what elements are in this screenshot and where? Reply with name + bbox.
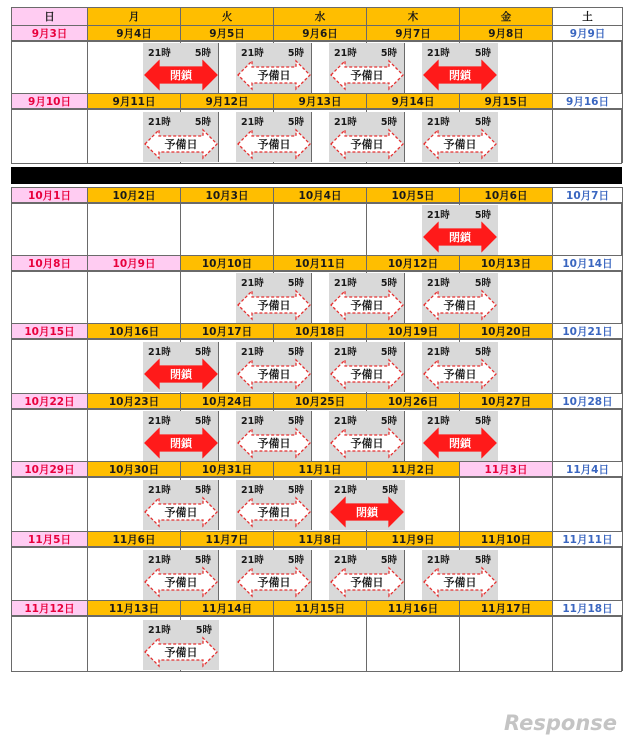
- reserve-day-block: [143, 480, 219, 530]
- date-cell: 10月3日: [180, 187, 274, 204]
- start-time-label: 21時: [148, 117, 171, 128]
- day-body-cell: [12, 271, 88, 323]
- reserve-day-block: [422, 112, 498, 162]
- date-cell: 9月8日: [459, 25, 553, 42]
- closure-label: 閉鎖: [356, 506, 378, 519]
- reserve-day-label: 予備日: [350, 576, 384, 589]
- start-time-label: 21時: [241, 48, 264, 59]
- reserve-day-label: 予備日: [350, 138, 384, 151]
- date-cell: 10月20日: [459, 323, 553, 340]
- end-time-label: 5時: [194, 347, 211, 358]
- date-row: [11, 600, 622, 615]
- reserve-day-block: [329, 112, 405, 162]
- day-body-cell: [88, 271, 181, 323]
- start-time-label: 21時: [148, 485, 171, 496]
- closure-label: 閉鎖: [449, 437, 471, 450]
- reserve-day-block: [143, 620, 219, 670]
- reserve-day-label: 予備日: [164, 138, 198, 151]
- end-time-label: 5時: [287, 555, 304, 566]
- date-cell: 9月7日: [366, 25, 460, 42]
- end-time-label: 5時: [380, 48, 397, 59]
- reserve-day-block: [422, 550, 498, 600]
- weekday-header-2: 火: [180, 7, 274, 26]
- date-cell: 9月16日: [552, 93, 623, 110]
- day-body-cell: [553, 409, 623, 461]
- day-body-cell: [553, 109, 623, 163]
- date-cell: 11月16日: [366, 600, 460, 617]
- date-cell: 10月30日: [87, 461, 181, 478]
- reserve-day-block: [329, 411, 405, 461]
- reserve-day-block: [329, 273, 405, 323]
- date-row: [11, 393, 622, 408]
- reserve-day-label: 予備日: [350, 69, 384, 82]
- date-cell: 10月29日: [11, 461, 88, 478]
- date-cell: 11月10日: [459, 531, 553, 548]
- date-cell: 10月11日: [273, 255, 367, 272]
- week-body-row: [11, 408, 622, 462]
- week-body-row: [11, 40, 622, 94]
- closure-label: 閉鎖: [449, 231, 471, 244]
- reserve-day-block: [236, 43, 312, 93]
- start-time-label: 21時: [148, 416, 171, 427]
- date-cell: 10月21日: [552, 323, 623, 340]
- date-cell: 10月23日: [87, 393, 181, 410]
- weekday-header-0: 日: [11, 7, 88, 26]
- end-time-label: 5時: [380, 416, 397, 427]
- date-cell: 9月13日: [273, 93, 367, 110]
- date-cell: 10月1日: [11, 187, 88, 204]
- date-cell: 10月16日: [87, 323, 181, 340]
- day-body-cell: [12, 203, 88, 255]
- reserve-day-label: 予備日: [257, 437, 291, 450]
- end-time-label: 5時: [380, 117, 397, 128]
- closure-label: 閉鎖: [170, 69, 192, 82]
- day-body-cell: [553, 547, 623, 600]
- closure-label: 閉鎖: [170, 437, 192, 450]
- start-time-label: 21時: [427, 278, 450, 289]
- start-time-label: 21時: [427, 210, 450, 221]
- week-body-row: [11, 108, 622, 164]
- response-logo: Response: [504, 711, 618, 735]
- end-time-label: 5時: [474, 347, 491, 358]
- date-cell: 10月6日: [459, 187, 553, 204]
- date-cell: 10月22日: [11, 393, 88, 410]
- start-time-label: 21時: [241, 555, 264, 566]
- date-cell: 9月6日: [273, 25, 367, 42]
- date-cell: 10月28日: [552, 393, 623, 410]
- date-cell: 11月4日: [552, 461, 623, 478]
- date-row: [11, 461, 622, 476]
- start-time-label: 21時: [427, 117, 450, 128]
- day-body-cell: [12, 409, 88, 461]
- end-time-label: 5時: [287, 347, 304, 358]
- date-cell: 10月7日: [552, 187, 623, 204]
- date-cell: 11月5日: [11, 531, 88, 548]
- start-time-label: 21時: [148, 48, 171, 59]
- day-body-cell: [12, 339, 88, 393]
- end-time-label: 5時: [474, 210, 491, 221]
- reserve-day-label: 予備日: [443, 368, 477, 381]
- reserve-day-block: [236, 112, 312, 162]
- date-cell: 11月9日: [366, 531, 460, 548]
- weeks-container: [11, 25, 622, 672]
- end-time-label: 5時: [194, 555, 211, 566]
- date-cell: 9月15日: [459, 93, 553, 110]
- reserve-day-label: 予備日: [443, 299, 477, 312]
- date-cell: 10月26日: [366, 393, 460, 410]
- weekday-header-5: 金: [459, 7, 553, 26]
- reserve-day-label: 予備日: [350, 299, 384, 312]
- week-body-row: [11, 270, 622, 324]
- day-body-cell: [553, 616, 623, 671]
- closure-block: [422, 411, 498, 461]
- day-body-cell: [367, 616, 460, 671]
- reserve-day-label: 予備日: [257, 368, 291, 381]
- end-time-label: 5時: [287, 48, 304, 59]
- week-body-row: [11, 615, 622, 672]
- date-row: [11, 25, 622, 40]
- start-time-label: 21時: [334, 485, 357, 496]
- weekday-header-1: 月: [87, 7, 181, 26]
- date-cell: 10月13日: [459, 255, 553, 272]
- day-body-cell: [553, 203, 623, 255]
- closure-label: 閉鎖: [170, 368, 192, 381]
- end-time-label: 5時: [474, 48, 491, 59]
- start-time-label: 21時: [334, 347, 357, 358]
- date-cell: 11月14日: [180, 600, 274, 617]
- end-time-label: 5時: [195, 625, 212, 636]
- date-cell: 10月15日: [11, 323, 88, 340]
- end-time-label: 5時: [474, 416, 491, 427]
- start-time-label: 21時: [334, 117, 357, 128]
- end-time-label: 5時: [380, 555, 397, 566]
- date-cell: 10月25日: [273, 393, 367, 410]
- start-time-label: 21時: [334, 48, 357, 59]
- date-cell: 11月6日: [87, 531, 181, 548]
- reserve-day-label: 予備日: [443, 138, 477, 151]
- date-cell: 11月17日: [459, 600, 553, 617]
- date-cell: 9月12日: [180, 93, 274, 110]
- reserve-day-block: [143, 112, 219, 162]
- day-body-cell: [12, 547, 88, 600]
- reserve-day-label: 予備日: [164, 506, 198, 519]
- reserve-day-block: [329, 342, 405, 392]
- end-time-label: 5時: [287, 278, 304, 289]
- start-time-label: 21時: [427, 555, 450, 566]
- end-time-label: 5時: [287, 117, 304, 128]
- date-cell: 9月14日: [366, 93, 460, 110]
- reserve-day-block: [236, 273, 312, 323]
- date-cell: 10月27日: [459, 393, 553, 410]
- start-time-label: 21時: [241, 117, 264, 128]
- end-time-label: 5時: [474, 278, 491, 289]
- date-cell: 11月1日: [273, 461, 367, 478]
- reserve-day-label: 予備日: [443, 576, 477, 589]
- day-body-cell: [12, 477, 88, 531]
- closure-block: [143, 342, 219, 392]
- reserve-day-block: [236, 342, 312, 392]
- date-cell: 11月3日: [459, 461, 553, 478]
- date-cell: 10月14日: [552, 255, 623, 272]
- reserve-day-label: 予備日: [164, 646, 198, 659]
- closure-block: [143, 411, 219, 461]
- end-time-label: 5時: [287, 416, 304, 427]
- date-cell: 11月8日: [273, 531, 367, 548]
- week-body-row: [11, 546, 622, 601]
- day-body-cell: [553, 477, 623, 531]
- date-cell: 11月7日: [180, 531, 274, 548]
- start-time-label: 21時: [148, 555, 171, 566]
- start-time-label: 21時: [148, 347, 171, 358]
- day-body-cell: [553, 339, 623, 393]
- reserve-day-block: [329, 550, 405, 600]
- date-row: [11, 255, 622, 270]
- weekday-header-6: 土: [552, 7, 623, 26]
- reserve-day-block: [422, 342, 498, 392]
- date-cell: 9月10日: [11, 93, 88, 110]
- date-cell: 11月13日: [87, 600, 181, 617]
- end-time-label: 5時: [194, 416, 211, 427]
- reserve-day-block: [236, 411, 312, 461]
- date-cell: 11月18日: [552, 600, 623, 617]
- start-time-label: 21時: [241, 485, 264, 496]
- closure-calendar: [11, 7, 622, 671]
- reserve-day-block: [422, 273, 498, 323]
- reserve-day-label: 予備日: [257, 138, 291, 151]
- day-body-cell: [460, 616, 553, 671]
- start-time-label: 21時: [334, 416, 357, 427]
- reserve-day-label: 予備日: [164, 576, 198, 589]
- month-separator-bar: [11, 167, 622, 184]
- date-cell: 10月9日: [87, 255, 181, 272]
- reserve-day-label: 予備日: [350, 368, 384, 381]
- date-cell: 9月9日: [552, 25, 623, 42]
- day-body-cell: [12, 616, 88, 671]
- end-time-label: 5時: [380, 347, 397, 358]
- end-time-label: 5時: [194, 117, 211, 128]
- reserve-day-block: [236, 550, 312, 600]
- reserve-day-block: [143, 550, 219, 600]
- week-body-row: [11, 202, 622, 256]
- start-time-label: 21時: [334, 555, 357, 566]
- closure-block: [422, 43, 498, 93]
- date-cell: 11月2日: [366, 461, 460, 478]
- end-time-label: 5時: [194, 485, 211, 496]
- weekday-header-3: 水: [273, 7, 367, 26]
- start-time-label: 21時: [148, 625, 171, 636]
- date-cell: 10月19日: [366, 323, 460, 340]
- date-cell: 10月10日: [180, 255, 274, 272]
- date-row: [11, 187, 622, 202]
- date-cell: 10月17日: [180, 323, 274, 340]
- day-body-cell: [12, 109, 88, 163]
- day-body-cell: [460, 477, 553, 531]
- date-row: [11, 531, 622, 546]
- day-body-cell: [181, 203, 274, 255]
- day-body-cell: [274, 616, 367, 671]
- date-cell: 9月5日: [180, 25, 274, 42]
- day-body-cell: [88, 203, 181, 255]
- end-time-label: 5時: [474, 555, 491, 566]
- end-time-label: 5時: [380, 278, 397, 289]
- reserve-day-block: [236, 480, 312, 530]
- reserve-day-label: 予備日: [257, 69, 291, 82]
- date-cell: 10月31日: [180, 461, 274, 478]
- reserve-day-block: [329, 43, 405, 93]
- weekday-header-4: 木: [366, 7, 460, 26]
- start-time-label: 21時: [241, 278, 264, 289]
- start-time-label: 21時: [427, 48, 450, 59]
- date-cell: 10月4日: [273, 187, 367, 204]
- start-time-label: 21時: [427, 347, 450, 358]
- date-cell: 11月11日: [552, 531, 623, 548]
- date-cell: 10月2日: [87, 187, 181, 204]
- closure-block: [329, 480, 405, 530]
- date-cell: 11月12日: [11, 600, 88, 617]
- closure-block: [422, 205, 498, 255]
- day-body-cell: [553, 41, 623, 93]
- start-time-label: 21時: [241, 347, 264, 358]
- start-time-label: 21時: [241, 416, 264, 427]
- date-row: [11, 323, 622, 338]
- reserve-day-label: 予備日: [257, 506, 291, 519]
- date-cell: 9月11日: [87, 93, 181, 110]
- closure-label: 閉鎖: [449, 69, 471, 82]
- date-cell: 9月4日: [87, 25, 181, 42]
- week-body-row: [11, 476, 622, 532]
- reserve-day-label: 予備日: [350, 437, 384, 450]
- date-row: [11, 93, 622, 108]
- date-cell: 10月24日: [180, 393, 274, 410]
- reserve-day-label: 予備日: [257, 576, 291, 589]
- end-time-label: 5時: [287, 485, 304, 496]
- week-body-row: [11, 338, 622, 394]
- start-time-label: 21時: [334, 278, 357, 289]
- end-time-label: 5時: [474, 117, 491, 128]
- end-time-label: 5時: [194, 48, 211, 59]
- reserve-day-label: 予備日: [257, 299, 291, 312]
- day-body-cell: [12, 41, 88, 93]
- date-cell: 10月8日: [11, 255, 88, 272]
- weekday-header-row: [11, 7, 622, 25]
- date-cell: 10月5日: [366, 187, 460, 204]
- date-cell: 10月18日: [273, 323, 367, 340]
- day-body-cell: [274, 203, 367, 255]
- start-time-label: 21時: [427, 416, 450, 427]
- closure-block: [143, 43, 219, 93]
- date-cell: 9月3日: [11, 25, 88, 42]
- date-cell: 11月15日: [273, 600, 367, 617]
- day-body-cell: [553, 271, 623, 323]
- date-cell: 10月12日: [366, 255, 460, 272]
- end-time-label: 5時: [381, 485, 398, 496]
